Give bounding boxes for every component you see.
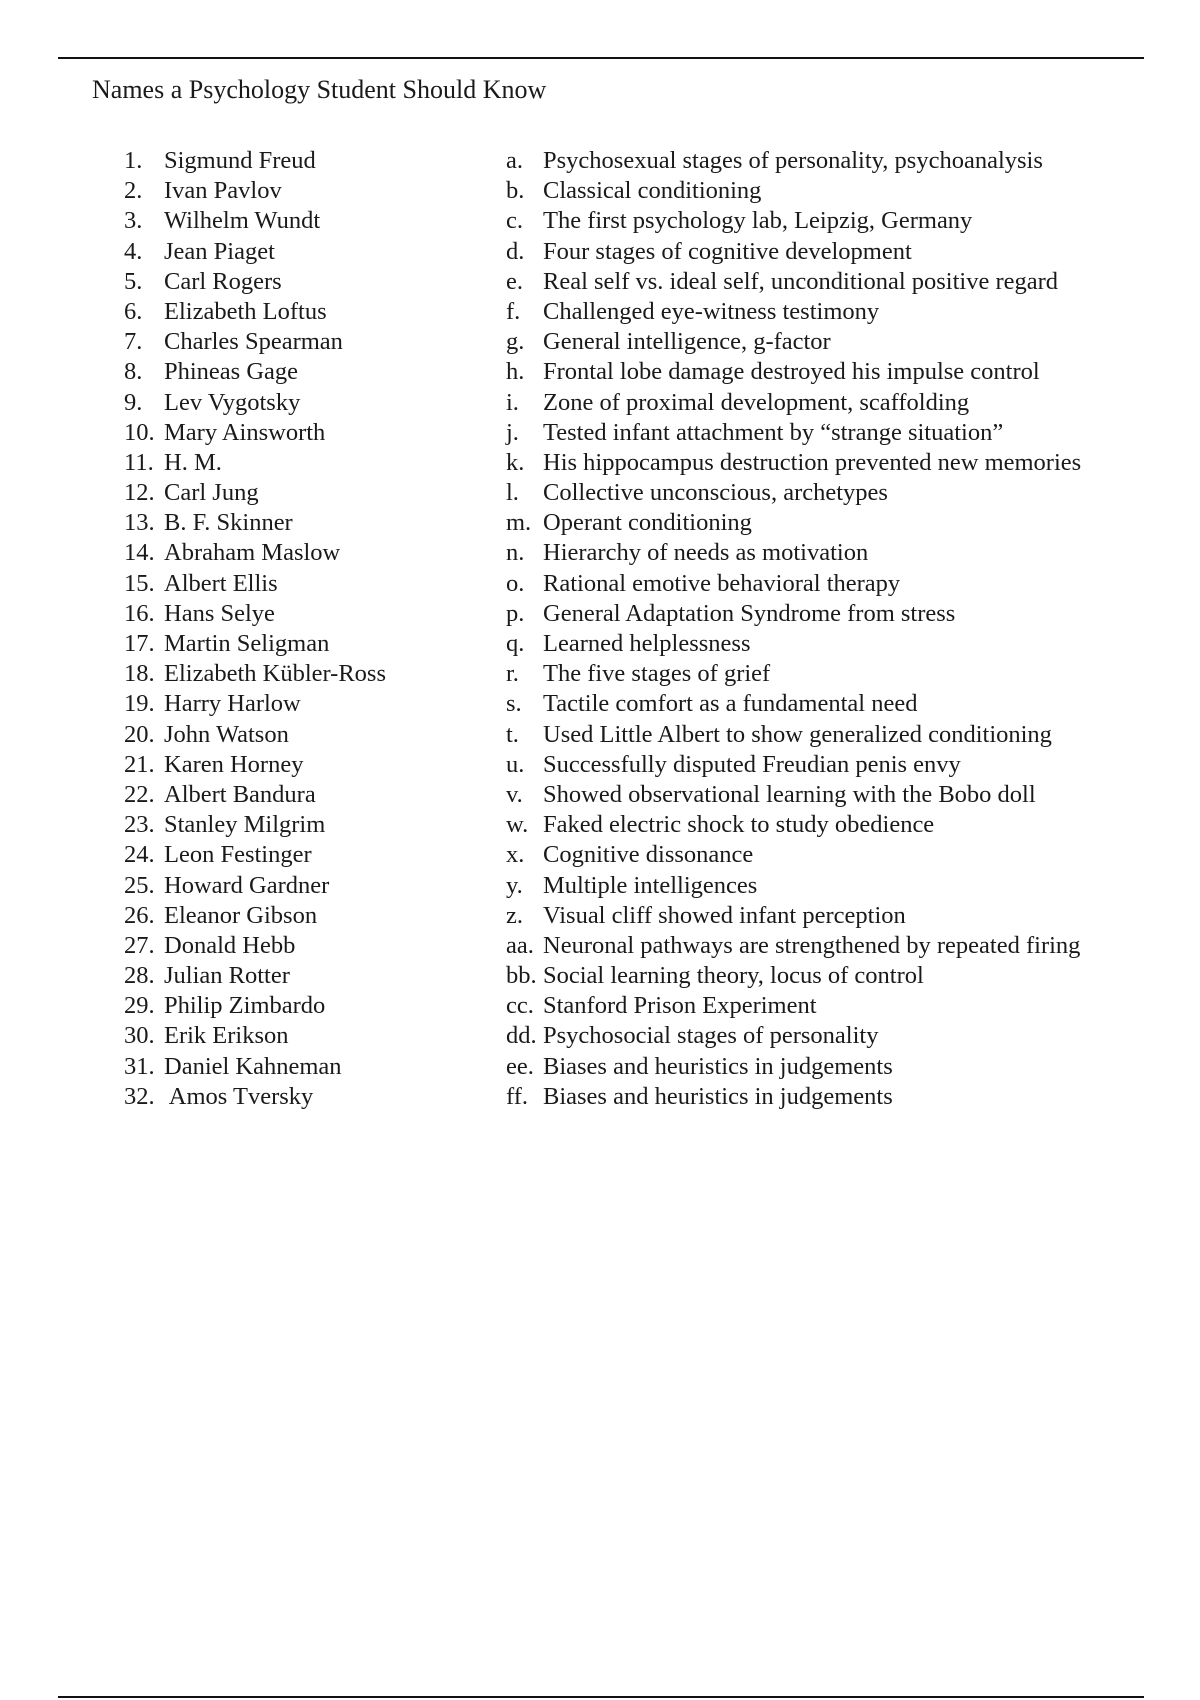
description-letter: m. [506,509,532,537]
name-number: 25. [124,871,155,899]
name-item [124,629,386,659]
name-text: Abraham Maslow [164,539,341,567]
name-text: Phineas Gage [164,358,299,386]
description-item [506,1052,1081,1082]
name-item [124,961,386,991]
name-number: 10. [124,418,155,446]
description-text: The first psychology lab, Leipzig, Germany [543,207,973,235]
description-item [506,1082,1081,1112]
name-text: Charles Spearman [164,328,343,356]
description-letter: p. [506,599,525,627]
name-number: 21. [124,750,155,778]
description-text: General Adaptation Syndrome from stress [543,599,956,627]
description-letter: n. [506,539,525,567]
name-item [124,538,386,568]
name-item [124,1052,386,1082]
name-number: 4. [124,237,143,265]
name-item [124,599,386,629]
description-item [506,810,1081,840]
name-number: 15. [124,569,155,597]
description-text: Successfully disputed Freudian penis envy [543,750,961,778]
description-item [506,659,1081,689]
name-text: Lev Vygotsky [164,388,301,416]
name-number: 19. [124,690,155,718]
description-letter: e. [506,267,523,295]
description-item [506,750,1081,780]
name-text: Martin Seligman [164,630,330,657]
name-number: 6. [124,297,143,325]
description-letter: b. [506,177,525,205]
name-number: 28. [124,962,155,990]
name-item [124,237,386,267]
name-number: 23. [124,811,155,839]
name-text: Harry Harlow [164,690,301,718]
name-number: 7. [124,328,143,356]
description-letter: aa. [506,931,534,959]
name-item [124,780,386,810]
description-letter: r. [506,660,519,688]
name-item [124,840,386,870]
name-item [124,176,386,206]
name-number: 13. [124,509,155,537]
name-number: 22. [124,780,155,808]
name-number: 24. [124,841,155,869]
name-number: 31. [124,1052,155,1080]
description-letter: l. [506,479,519,507]
name-text: Julian Rotter [164,962,290,990]
description-text: Psychosocial stages of personality [543,1022,879,1050]
name-number: 12. [124,479,155,507]
name-item [124,991,386,1021]
description-letter: i. [506,388,519,416]
name-number: 32. [124,1082,155,1110]
description-item [506,780,1081,810]
description-item [506,871,1081,901]
name-text: Eleanor Gibson [164,901,318,929]
description-text: Frontal lobe damage destroyed his impulse control [543,358,1040,386]
name-item [124,931,386,961]
names-list [124,146,386,1112]
name-item [124,689,386,719]
description-text: Showed observational learning with the Bobo doll [543,780,1036,808]
name-text: Daniel Kahneman [164,1052,342,1080]
description-item [506,629,1081,659]
description-item [506,206,1081,236]
description-text: Collective unconscious, archetypes [543,479,888,507]
description-text: Biases and heuristics in judgements [543,1082,893,1110]
description-item [506,961,1081,991]
name-text: Albert Bandura [164,780,316,808]
description-letter: ee. [506,1052,534,1080]
description-text: Neuronal pathways are strengthened by repeated firing [543,931,1081,959]
name-text: Erik Erikson [164,1022,289,1050]
name-text: Hans Selye [164,599,275,627]
top-rule [58,57,1144,59]
name-text: Karen Horney [164,750,304,778]
description-text: The five stages of grief [543,660,771,688]
name-number: 11. [124,448,154,476]
name-number: 17. [124,630,155,657]
name-item [124,810,386,840]
description-item [506,388,1081,418]
description-item [506,508,1081,538]
description-letter: f. [506,297,521,325]
description-text: Faked electric shock to study obedience [543,811,935,839]
description-item [506,267,1081,297]
description-item [506,448,1081,478]
description-letter: s. [506,690,522,718]
description-letter: bb. [506,962,537,990]
name-item [124,146,386,176]
name-number: 27. [124,931,155,959]
name-number: 9. [124,388,143,416]
name-text: Howard Gardner [164,871,330,899]
description-letter: z. [506,901,523,929]
name-item [124,448,386,478]
name-text: Sigmund Freud [164,147,316,174]
description-letter: w. [506,811,529,839]
description-item [506,931,1081,961]
name-text: Wilhelm Wundt [164,207,321,235]
name-item [124,297,386,327]
description-letter: d. [506,237,525,265]
name-text: John Watson [164,720,289,748]
description-text: Multiple intelligences [543,871,758,899]
name-number: 29. [124,992,155,1020]
description-text: Biases and heuristics in judgements [543,1052,893,1080]
description-text: Rational emotive behavioral therapy [543,569,901,597]
name-item [124,357,386,387]
name-number: 14. [124,539,155,567]
name-item [124,659,386,689]
name-item [124,720,386,750]
description-letter: q. [506,630,525,657]
name-number: 16. [124,599,155,627]
name-item [124,388,386,418]
description-letter: k. [506,448,525,476]
description-text: Stanford Prison Experiment [543,992,817,1020]
description-item [506,538,1081,568]
description-item [506,599,1081,629]
description-item [506,991,1081,1021]
name-item [124,1021,386,1051]
description-letter: h. [506,358,525,386]
name-number: 5. [124,267,143,295]
description-text: Social learning theory, locus of control [543,962,924,990]
description-text: Hierarchy of needs as motivation [543,539,869,567]
description-item [506,146,1081,176]
description-item [506,297,1081,327]
description-text: Cognitive dissonance [543,841,754,869]
name-number: 1. [124,147,143,174]
description-text: Visual cliff showed infant perception [543,901,906,929]
description-letter: g. [506,328,525,356]
description-item [506,689,1081,719]
name-item [124,508,386,538]
description-letter: a. [506,147,523,174]
name-number: 2. [124,177,143,205]
description-text: His hippocampus destruction prevented new memories [543,448,1082,476]
page-title: Names a Psychology Student Should Know [92,75,547,104]
name-text: Mary Ainsworth [164,418,326,446]
description-item [506,569,1081,599]
description-item [506,478,1081,508]
description-item [506,357,1081,387]
description-item [506,418,1081,448]
description-letter: t. [506,720,519,748]
name-text: Donald Hebb [164,931,296,959]
description-letter: cc. [506,992,534,1020]
name-item [124,569,386,599]
description-text: Tested infant attachment by “strange situation” [543,418,1004,446]
name-number: 8. [124,358,143,386]
name-text: Philip Zimbardo [164,992,326,1020]
description-text: General intelligence, g-factor [543,328,831,356]
name-number: 3. [124,207,143,235]
name-text: Elizabeth Loftus [164,297,327,325]
description-letter: u. [506,750,525,778]
description-item [506,720,1081,750]
name-text: B. F. Skinner [164,509,293,537]
description-letter: v. [506,780,523,808]
name-number: 20. [124,720,155,748]
description-text: Operant conditioning [543,509,752,537]
description-letter: dd. [506,1022,537,1050]
description-item [506,901,1081,931]
name-text: Amos Tversky [164,1082,314,1110]
name-text: Stanley Milgrim [164,811,326,839]
name-item [124,478,386,508]
description-text: Psychosexual stages of personality, psychoanalysis [543,147,1043,174]
description-text: Challenged eye-witness testimony [543,297,880,325]
description-letter: c. [506,207,523,235]
description-text: Tactile comfort as a fundamental need [543,690,918,718]
description-letter: x. [506,841,525,869]
description-text: Classical conditioning [543,177,762,205]
description-letter: ff. [506,1082,528,1110]
name-number: 30. [124,1022,155,1050]
name-item [124,327,386,357]
name-item [124,267,386,297]
description-text: Real self vs. ideal self, unconditional positive regard [543,267,1059,295]
name-text: Leon Festinger [164,841,312,869]
name-text: Jean Piaget [164,237,275,265]
description-letter: j. [506,418,519,446]
description-item [506,176,1081,206]
name-item [124,901,386,931]
name-number: 18. [124,660,155,688]
description-item [506,237,1081,267]
description-text: Four stages of cognitive development [543,237,912,265]
description-text: Learned helplessness [543,630,751,657]
description-text: Zone of proximal development, scaffolding [543,388,970,416]
name-item [124,1082,386,1112]
name-item [124,418,386,448]
description-item [506,840,1081,870]
name-text: Albert Ellis [164,569,278,597]
name-item [124,871,386,901]
bottom-rule [58,1696,1144,1698]
name-item [124,206,386,236]
description-item [506,327,1081,357]
descriptions-list [506,146,1081,1112]
name-number: 26. [124,901,155,929]
description-text: Used Little Albert to show generalized conditioning [543,720,1052,748]
name-text: H. M. [164,448,222,476]
name-text: Elizabeth Kübler-Ross [164,660,386,688]
name-text: Ivan Pavlov [164,177,282,205]
description-item [506,1021,1081,1051]
description-letter: y. [506,871,523,899]
name-item [124,750,386,780]
name-text: Carl Jung [164,479,259,507]
name-text: Carl Rogers [164,267,282,295]
description-letter: o. [506,569,525,597]
